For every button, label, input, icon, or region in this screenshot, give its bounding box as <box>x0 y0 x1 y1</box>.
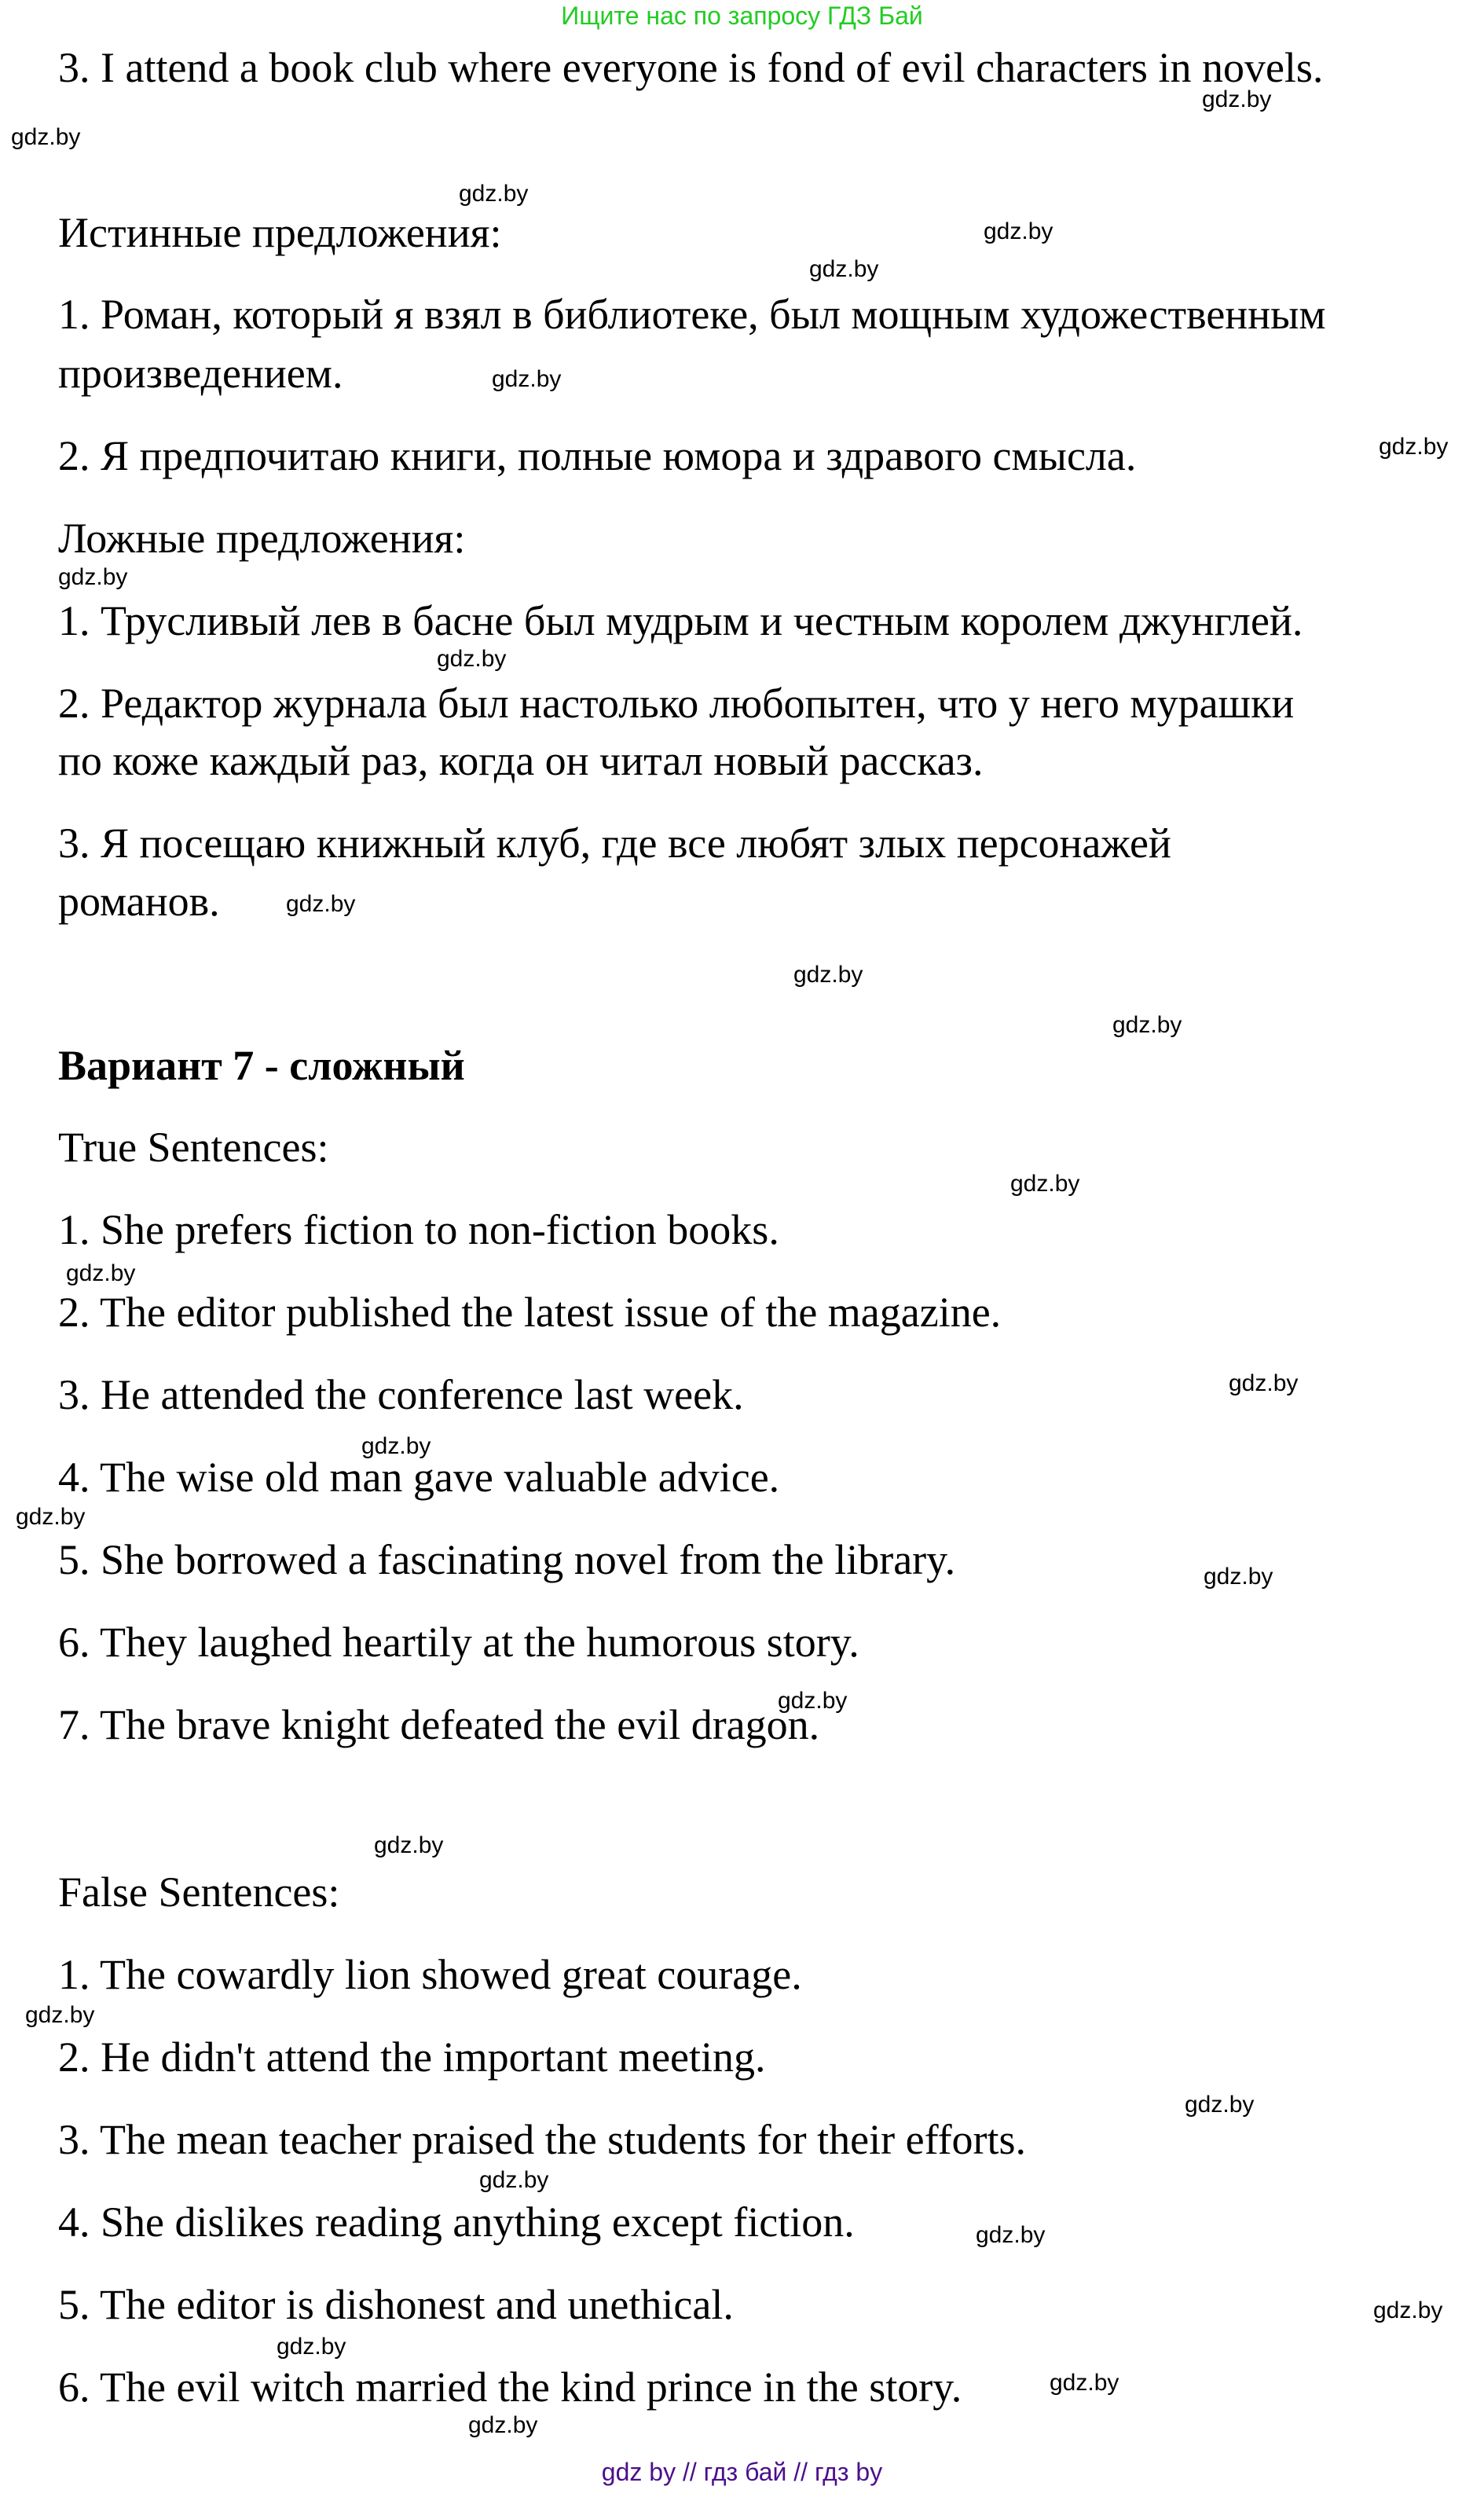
watermark: gdz.by <box>277 2334 346 2360</box>
true-en-item: 5. She borrowed a fascinating novel from the library. <box>58 1536 956 1583</box>
watermark: gdz.by <box>361 1433 431 1459</box>
watermark: gdz.by <box>25 2002 95 2028</box>
search-hint-header: Ищите нас по запросу ГДЗ Бай <box>561 2 923 30</box>
false-en-item: 2. He didn't attend the important meeting. <box>58 2033 766 2081</box>
false-en-item: 5. The editor is dishonest and unethical. <box>58 2281 734 2328</box>
watermark: gdz.by <box>1050 2370 1119 2396</box>
true-ru-item-cont: произведением. <box>58 350 343 397</box>
watermark: gdz.by <box>479 2167 549 2193</box>
false-ru-item: 1. Трусливый лев в басне был мудрым и честным королем джунглей. <box>58 597 1303 644</box>
watermark: gdz.by <box>1202 86 1272 112</box>
watermark: gdz.by <box>778 1688 848 1714</box>
watermark: gdz.by <box>1185 2092 1255 2118</box>
false-en-heading: False Sentences: <box>58 1868 340 1916</box>
watermark: gdz.by <box>459 181 529 207</box>
false-en-item: 3. The mean teacher praised the students for their efforts. <box>58 2116 1027 2163</box>
watermark: gdz.by <box>16 1504 86 1530</box>
true-en-item: 4. The wise old man gave valuable advice. <box>58 1454 780 1501</box>
false-en-item: 6. The evil witch married the kind prince in the story. <box>58 2363 962 2411</box>
watermark: gdz.by <box>1112 1012 1182 1038</box>
previous-item: 3. I attend a book club where everyone is fond of evil characters in novels. <box>58 44 1324 91</box>
true-ru-item: 2. Я предпочитаю книги, полные юмора и здравого смысла. <box>58 432 1137 479</box>
false-ru-item: 2. Редактор журнала был настолько любопытен, что у него мурашки <box>58 680 1295 727</box>
watermark: gdz.by <box>66 1260 136 1286</box>
watermark: gdz.by <box>793 962 863 988</box>
watermark: gdz.by <box>1373 2297 1443 2323</box>
false-ru-item: 3. Я посещаю книжный клуб, где все любят злых персонажей <box>58 820 1171 867</box>
watermark: gdz.by <box>984 218 1053 244</box>
variant-heading: Вариант 7 - сложный <box>58 1042 465 1089</box>
true-ru-heading: Истинные предложения: <box>58 209 502 256</box>
true-en-heading: True Sentences: <box>58 1124 329 1171</box>
false-en-item: 1. The cowardly lion showed great courage. <box>58 1951 802 1998</box>
watermark: gdz.by <box>809 256 879 282</box>
true-en-item: 2. The editor published the latest issue of the magazine. <box>58 1289 1002 1336</box>
false-ru-item-cont: романов. <box>58 878 220 925</box>
true-en-item: 7. The brave knight defeated the evil dragon. <box>58 1701 820 1748</box>
watermark: gdz.by <box>1229 1370 1299 1396</box>
true-en-item: 3. He attended the conference last week. <box>58 1371 744 1418</box>
true-en-item: 1. She prefers fiction to non-fiction books. <box>58 1206 779 1253</box>
watermark: gdz.by <box>1204 1564 1273 1590</box>
watermark: gdz.by <box>492 366 562 392</box>
watermark: gdz.by <box>11 124 81 150</box>
watermark: gdz.by <box>58 564 128 590</box>
false-ru-heading: Ложные предложения: <box>58 515 466 562</box>
false-en-item: 4. She dislikes reading anything except fiction. <box>58 2198 855 2246</box>
false-ru-item-cont: по коже каждый раз, когда он читал новый рассказ. <box>58 737 984 784</box>
true-en-item: 6. They laughed heartily at the humorous story. <box>58 1619 859 1666</box>
watermark: gdz.by <box>1379 434 1449 460</box>
watermark: gdz.by <box>374 1832 444 1858</box>
watermark: gdz.by <box>468 2412 538 2438</box>
watermark: gdz.by <box>1010 1171 1080 1197</box>
true-ru-item: 1. Роман, который я взял в библиотеке, был мощным художественным <box>58 291 1326 338</box>
footer-links: gdz by // гдз бай // гдз by <box>601 2458 883 2486</box>
watermark: gdz.by <box>976 2222 1046 2248</box>
watermark: gdz.by <box>437 646 507 672</box>
watermark: gdz.by <box>286 891 356 917</box>
